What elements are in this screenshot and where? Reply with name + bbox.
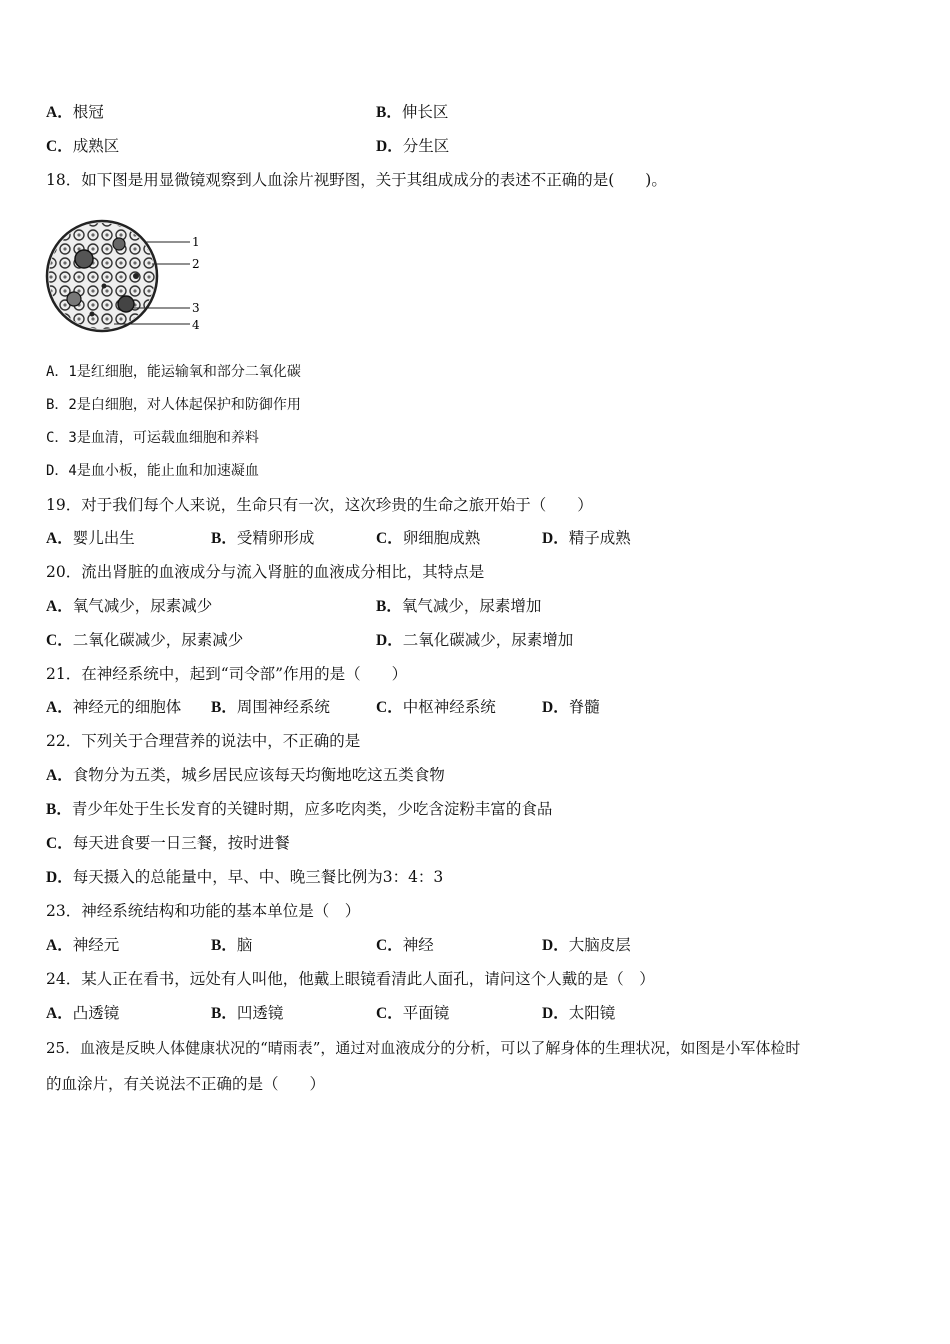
q23-option-d: D．大脑皮层	[542, 936, 631, 954]
q20-option-a: A．氧气减少，尿素减少	[46, 597, 213, 615]
q24-option-b: B．凹透镜	[211, 1004, 284, 1022]
figure-label-1: 1	[192, 235, 200, 249]
q24-stem: 24．某人正在看书，远处有人叫他，他戴上眼镜看清此人面孔，请问这个人戴的是（ ）	[46, 970, 655, 988]
q17-option-c: C．成熟区	[46, 137, 120, 155]
q19-option-a: A．婴儿出生	[46, 529, 135, 547]
q17-option-d: D．分生区	[376, 137, 450, 155]
q25-stem-line1: 25．血液是反映人体健康状况的“晴雨表”，通过对血液成分的分析，可以了解身体的生理状况，如图是小军体检时	[46, 1039, 801, 1057]
q18-stem: 18．如下图是用显微镜观察到人血涂片视野图，关于其组成成分的表述不正确的是( )。	[46, 171, 667, 189]
q21-option-d: D．脊髓	[542, 698, 600, 716]
q22-option-d: D．每天摄入的总能量中，早、中、晚三餐比例为3：4：3	[46, 868, 444, 886]
q24-option-d: D．太阳镜	[542, 1004, 616, 1022]
q22-option-a: A．食物分为五类，城乡居民应该每天均衡地吃这五类食物	[46, 766, 445, 784]
q22-option-c: C．每天进食要一日三餐，按时进餐	[46, 834, 290, 852]
blood-smear-figure	[44, 214, 214, 338]
q18-option-a: A．1是红细胞，能运输氧和部分二氧化碳	[46, 364, 301, 380]
q20-option-c: C．二氧化碳减少，尿素减少	[46, 631, 244, 649]
q21-option-b: B．周围神经系统	[211, 698, 330, 716]
q24-option-c: C．平面镜	[376, 1004, 450, 1022]
figure-label-2: 2	[192, 257, 200, 271]
q19-option-d: D．精子成熟	[542, 529, 631, 547]
figure-label-4: 4	[192, 318, 200, 332]
q21-stem: 21．在神经系统中，起到“司令部”作用的是（ ）	[46, 665, 408, 683]
q19-option-c: C．卵细胞成熟	[376, 529, 481, 547]
q18-option-d: D．4是血小板，能止血和加速凝血	[46, 463, 259, 479]
q20-option-d: D．二氧化碳减少，尿素增加	[376, 631, 574, 649]
q17-option-b: B．伸长区	[376, 103, 449, 121]
q20-stem: 20．流出肾脏的血液成分与流入肾脏的血液成分相比，其特点是	[46, 563, 485, 581]
q23-option-b: B．脑	[211, 936, 253, 954]
q19-option-b: B．受精卵形成	[211, 529, 315, 547]
q18-option-b: B．2是白细胞，对人体起保护和防御作用	[46, 397, 301, 413]
q19-stem: 19．对于我们每个人来说，生命只有一次，这次珍贵的生命之旅开始于（ ）	[46, 496, 593, 514]
q22-option-b: B．青少年处于生长发育的关键时期，应多吃肉类，少吃含淀粉丰富的食品	[46, 800, 553, 818]
q23-stem: 23．神经系统结构和功能的基本单位是（ ）	[46, 902, 361, 920]
figure-label-3: 3	[192, 301, 200, 315]
q21-option-a: A．神经元的细胞体	[46, 698, 182, 716]
q25-stem-line2: 的血涂片，有关说法不正确的是（ ）	[46, 1075, 326, 1093]
q23-option-a: A．神经元	[46, 936, 120, 954]
q17-option-a: A．根冠	[46, 103, 104, 121]
q23-option-c: C．神经	[376, 936, 434, 954]
q24-option-a: A．凸透镜	[46, 1004, 120, 1022]
q21-option-c: C．中枢神经系统	[376, 698, 496, 716]
q20-option-b: B．氧气减少，尿素增加	[376, 597, 542, 615]
q22-stem: 22．下列关于合理营养的说法中，不正确的是	[46, 732, 361, 750]
q18-option-c: C．3是血清，可运载血细胞和养料	[46, 430, 259, 446]
